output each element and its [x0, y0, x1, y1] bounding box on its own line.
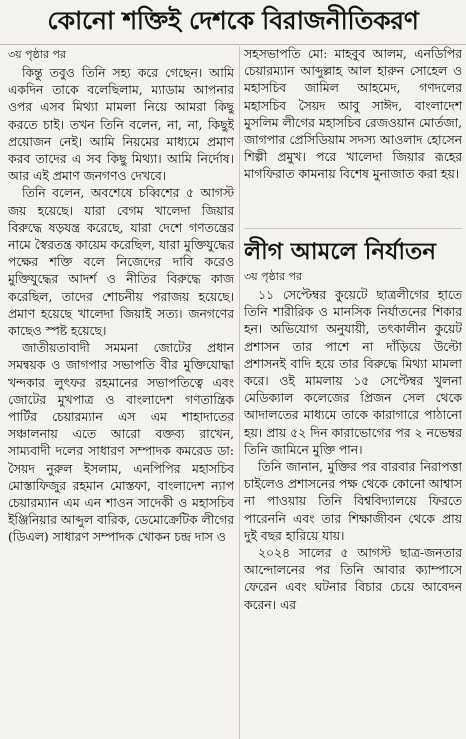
column-divider	[239, 46, 240, 739]
right-top-block	[244, 46, 462, 220]
paragraph: ১১ সেপ্টেম্বর কুয়েটে ছাত্রলীগের হাতে তিনি শারীরিক ও মানসিক নির্যাতনের শিকার হন। অভিযোগ অনুযায়ী, তৎকালীন কুয়েট প্রশাসন তার পাশে না দাঁড়িয়ে উল্টো প্রশাসনই বাদি হয়ে তার বিরুদ্ধে মিথ্যা মামলা করে। ওই মামলায় ১৫ সেপ্টেম্বর খুলনা মেডিক্যাল কলেজের প্রিজন সেল থেকে আদালতের মাধ্যমে তাকে কারাগারে পাঠানো হয়। প্রায় ৫২ দিন কারাভোগের পর ২ নভেম্বর তিনি জামিনে মুক্তি পান।	[244, 288, 462, 457]
paragraph: সহসভাপতি মো: মাহবুব আলম, এনডিপির চেয়ারম্যান আব্দুল্লাহ আল হারুন সোহেল ও মহাসচিব জামিল আহমেদ, গণদলের মহাসচিব সৈয়দ আবু সাঈদ, বাংলাদেশ মুসলিম লীগের মহাসচিব রেজওয়ান মোর্তজা, জাগপার প্রেসিডিয়াম সদস্য আওলাদ হোসেন শিল্পী প্রমুখ। পরে খালেদা জিয়ার রূহের মাগফিরাত কামনায় বিশেষ মুনাজাত করা হয়।	[244, 47, 462, 182]
continued-note: ৩য় পৃষ্ঠার পর	[244, 270, 303, 283]
continued-note: ৩য় পৃষ্ঠার পর	[8, 48, 67, 61]
paragraph: তিনি জানান, মুক্তির পর বারবার নিরাপত্তা চাইলেও প্রশাসনের পক্ষ থেকে কোনো আশ্বাস না পাওয়ায় তিনি বিশ্ববিদ্যালয়ে ফিরতে পারেননি এবং তার শিক্ষাজীবন থেকে প্রায় দুই বছর হারিয়ে যায়।	[244, 460, 462, 543]
left-column	[8, 46, 234, 739]
paragraph: ২০২৪ সালের ৫ আগস্ট ছাত্র-জনতার আন্দোলনের পর তিনি আবার ক্যাম্পাসে ফেরেন এবং ঘটনার বিচার চেয়ে আবেদন করেন। এর	[244, 546, 462, 612]
paragraph: জাতীয়তাবাদী সমমনা জোটের প্রধান সমন্বয়ক ও জাগপার সভাপতি বীর মুক্তিযোদ্ধা খন্দকার লুৎফর রহমানের সভাপতিত্বে এবং জোটের মুখপাত্র ও বাংলাদেশ গণতান্ত্রিক পার্টির চেয়ারম্যান এস এম শাহাদাতের সঞ্চালনায় এতে আরো বক্তব্য রাখেন, সাম্যবাদী দলের সাধারণ সম্পাদক কমরেড ডা: সৈয়দ নুরুল ইসলাম, এনপিপির মহাসচিব মোস্তাফিজুর রহমান মোস্তফা, বাংলাদেশ ন্যাপ চেয়ারম্যান এম এন শাওন সাদেকী ও মহাসচিব ইঞ্জিনিয়ার আব্দুল বারিক, ডেমোক্রেটিক লীগের (ডিএল) সাধারণ সম্পাদক খোকন চন্দ্র দাস ও	[8, 341, 234, 545]
headline: কোনো শক্তিই দেশকে বিরাজনীতিকরণ	[0, 0, 466, 45]
subheadline: লীগ আমলে নির্যাতন	[244, 238, 436, 265]
right-column	[244, 46, 462, 739]
section-divider	[244, 228, 462, 229]
paragraph: তিনি বলেন, অবশেষে চব্বিশের ৫ আগস্ট জয় হয়েছে। যারা বেগম খালেদা জিয়ার বিরুদ্ধে ষড়যন্ত্র করেছে, যারা দেশে গণতন্ত্রের নামে স্বৈরতন্ত্র কায়েম করেছিল, যারা মুক্তিযুদ্ধের পক্ষের শক্তি বলে নিজেদের দাবি করেও মুক্তিযুদ্ধের আদর্শ ও নীতির বিরুদ্ধে কাজ করেছিল, তাদের শোচনীয় পরাজয় হয়েছে। প্রমাণ হয়েছে খালেদা জিয়াই সত্য। জনগণের কাছেও স্পষ্ট হয়েছে।	[8, 186, 234, 339]
paragraph: কিন্তু তবুও তিনি সহ্য করে গেছেন। আমি একদিন তাকে বলেছিলাম, ম্যাডাম আপনার ওপর এসব মিথ্যা মামলা নিয়ে আমরা কিছু করতে চাই। তখন তিনি বলেন, না, না, কিছুই প্রয়োজন নেই। আমি নিয়মের মাধ্যমে প্রমাণ করব তাদের এ সব কিছু মিথ্যা। আমি নির্দোষ। আর এই প্রমাণ জনগণও দেখবে।	[8, 66, 234, 184]
